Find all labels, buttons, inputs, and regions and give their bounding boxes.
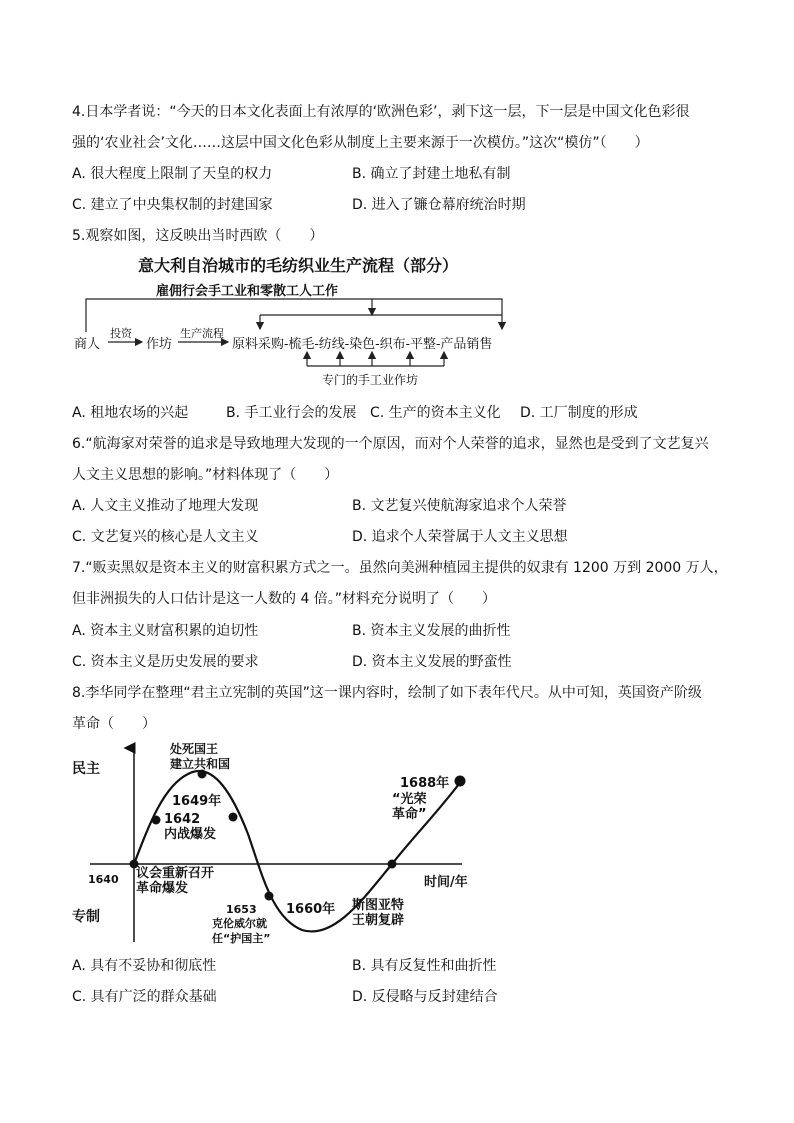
q8-option-b: B. 具有反复性和曲折性 bbox=[352, 958, 497, 974]
point-1649b bbox=[229, 813, 238, 822]
q8-option-a: A. 具有不妥协和彻底性 bbox=[72, 958, 217, 974]
q5-option-a: A. 租地农场的兴起 bbox=[72, 405, 189, 421]
q8-option-d: D. 反侵略与反封建结合 bbox=[352, 989, 498, 1005]
flow-workshop: 作坊 bbox=[146, 337, 173, 352]
q6-stem-line1: 6.“航海家对荣誉的追求是导致地理大发现的一个原因，而对个人荣誉的追求，显然也是受到了文艺复兴 bbox=[72, 436, 709, 452]
q8-option-c: C. 具有广泛的群众基础 bbox=[72, 989, 217, 1005]
q5-flow-diagram bbox=[72, 253, 527, 393]
q6-stem-line2: 人文主义思想的影响。”材料体现了（ ） bbox=[72, 467, 339, 483]
event-1649-desc: 处死国王 建立共和国 bbox=[170, 742, 231, 771]
event-1653-year: 1653 bbox=[226, 903, 257, 916]
q6-option-a: A. 人文主义推动了地理大发现 bbox=[72, 498, 259, 514]
q4-option-a: A. 很大程度上限制了天皇的权力 bbox=[72, 166, 273, 182]
x-axis-label: 时间/年 bbox=[424, 875, 468, 890]
timeline-curve bbox=[72, 742, 492, 952]
event-1688-desc: “光荣 革命” bbox=[392, 792, 427, 822]
q7-option-c: C. 资本主义是历史发展的要求 bbox=[72, 654, 259, 670]
point-1660 bbox=[388, 860, 397, 869]
q6-option-b: B. 文艺复兴使航海家追求个人荣誉 bbox=[352, 498, 567, 514]
q7-stem-line1: 7.“贩卖黑奴是资本主义的财富积累方式之一。虽然向美洲种植园主提供的奴隶有 1200 万到 2000 万人， bbox=[72, 560, 728, 576]
event-1642: 1642 内战爆发 bbox=[164, 812, 217, 842]
q4-option-b: B. 确立了封建土地私有制 bbox=[352, 166, 511, 182]
event-1660-year: 1660年 bbox=[286, 902, 336, 917]
q7-option-d: D. 资本主义发展的野蛮性 bbox=[352, 654, 512, 670]
q7-option-a: A. 资本主义财富积累的迫切性 bbox=[72, 623, 259, 639]
q6-option-c: C. 文艺复兴的核心是人文主义 bbox=[72, 529, 259, 545]
event-1653-desc: 克伦威尔就 任“护国主” bbox=[212, 917, 271, 945]
q5-option-c: C. 生产的资本主义化 bbox=[370, 405, 501, 421]
event-1640: 议会重新召开 革命爆发 bbox=[136, 866, 215, 896]
q6-option-d: D. 追求个人荣誉属于人文主义思想 bbox=[352, 529, 568, 545]
q5-option-b: B. 手工业行会的发展 bbox=[226, 405, 357, 421]
q4-stem-line2: 强的‘农业社会’文化……这层中国文化色彩从制度上主要来源于一次模仿。”这次“模仿”（ ） bbox=[72, 135, 649, 151]
flow-merchant: 商人 bbox=[74, 337, 101, 352]
flow-chain: 原料采购-梳毛-纺线-染色-织布-平整-产品销售 bbox=[232, 337, 493, 352]
y-bottom-label: 专制 bbox=[72, 909, 100, 925]
origin-year: 1640 bbox=[88, 873, 119, 886]
event-1649-year: 1649年 bbox=[172, 794, 222, 809]
event-1660-desc: 斯图亚特 王朝复辟 bbox=[352, 898, 405, 928]
point-1642 bbox=[152, 816, 161, 825]
flow-process-label: 生产流程 bbox=[180, 327, 224, 340]
q8-timeline-chart bbox=[72, 742, 492, 952]
q8-stem-line1: 8.李华同学在整理“君主立宪制的英国”这一课内容时，绘制了如下表年代尺。从中可知，英国资产阶级 bbox=[72, 685, 702, 701]
y-top-label: 民主 bbox=[72, 761, 100, 777]
point-1653 bbox=[265, 892, 274, 901]
flow-title: 意大利自治城市的毛纺织业生产流程（部分） bbox=[138, 256, 459, 275]
q4-stem-line1: 4.日本学者说：“今天的日本文化表面上有浓厚的‘欧洲色彩’，剥下这一层，下一层是中国文化色彩很 bbox=[72, 104, 690, 120]
point-1688 bbox=[455, 776, 466, 787]
q5-option-d: D. 工厂制度的形成 bbox=[520, 405, 638, 421]
q7-stem-line2: 但非洲损失的人口估计是这一人数的 4 倍。”材料充分说明了（ ） bbox=[72, 591, 497, 607]
q8-stem-line2: 革命（ ） bbox=[72, 716, 156, 732]
flow-bottom-label: 专门的手工业作坊 bbox=[322, 373, 419, 387]
event-1688-year: 1688年 bbox=[400, 776, 450, 791]
q7-option-b: B. 资本主义发展的曲折性 bbox=[352, 623, 511, 639]
flow-top-label: 雇佣行会手工业和零散工人工作 bbox=[156, 284, 339, 299]
q5-stem: 5.观察如图，这反映出当时西欧（ ） bbox=[72, 228, 324, 244]
q4-option-c: C. 建立了中央集权制的封建国家 bbox=[72, 197, 273, 213]
q4-option-d: D. 进入了镰仓幕府统治时期 bbox=[352, 197, 526, 213]
flow-invest-label: 投资 bbox=[110, 327, 132, 340]
